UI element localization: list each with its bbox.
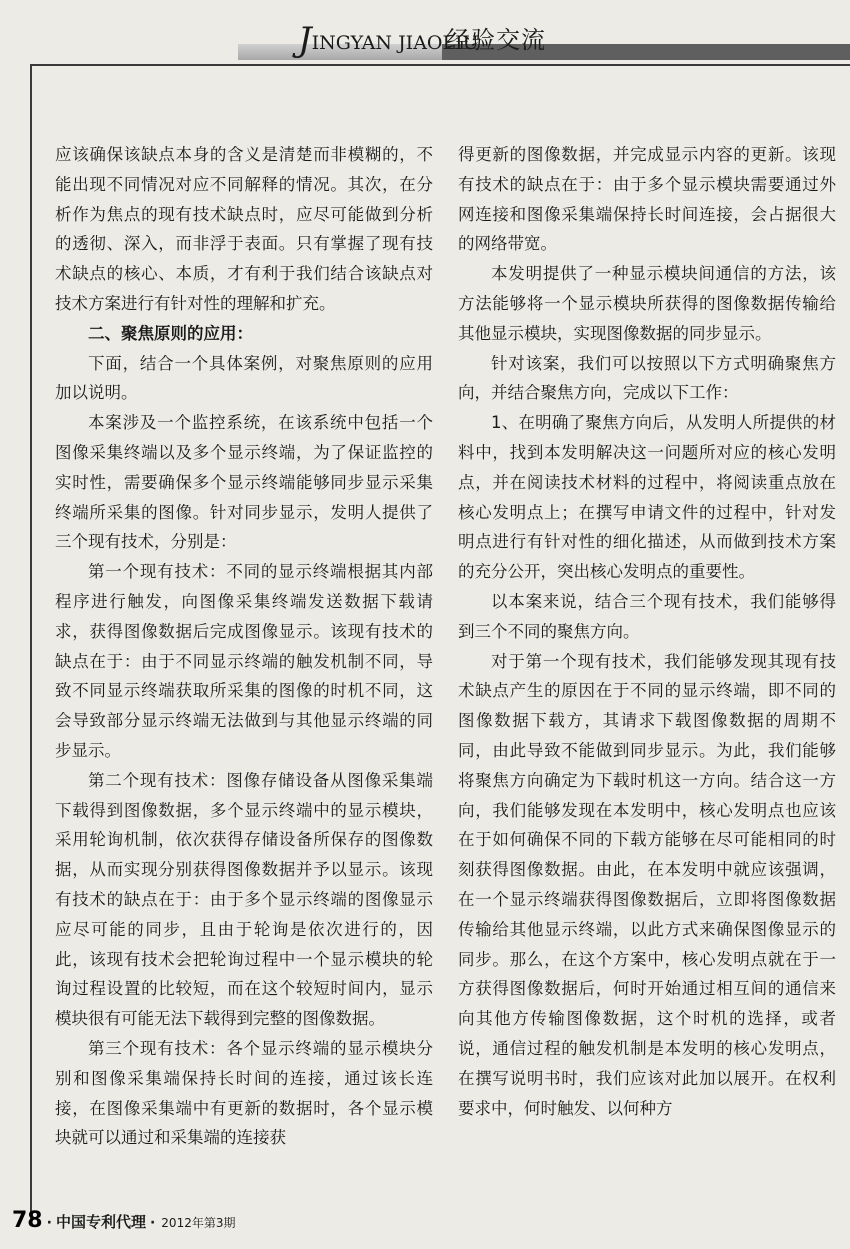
header-initial: J	[298, 20, 312, 60]
paragraph: 第二个现有技术：图像存储设备从图像采集端下载得到图像数据，多个显示终端中的显示模块，采用轮询机制，依次获得存储设备所保存的图像数据，从而实现分别获得图像数据并予以显示。该现有技术的缺点在于：由于多个显示终端的图像显示应尽可能的同步，且由于轮询是依次进行的，因此，该现有技术会把轮询过程中一个显示模块的轮询过程设置的比较短，而在这个较短时间内，显示模块很有可能无法下载得到完整的图像数据。	[55, 770, 433, 1029]
paragraph: 1、在明确了聚焦方向后，从发明人所提供的材料中，找到本发明解决这一问题所对应的核心发明点，并在阅读技术材料的过程中，将阅读重点放在核心发明点上；在撰写申请文件的过程中，针对发明点进行有针对性的细化描述，从而做到技术方案的充分公开，突出核心发明点的重要性。	[458, 413, 836, 582]
paragraph: 针对该案，我们可以按照以下方式明确聚焦方向，并结合聚焦方向，完成以下工作：	[458, 353, 836, 403]
left-column	[55, 140, 433, 1153]
page-footer	[12, 1206, 235, 1236]
header-pinyin-rest: INGYAN JIAOLIU	[311, 32, 479, 54]
section-heading: 二、聚焦原则的应用：	[88, 323, 253, 343]
paragraph: 以本案来说，结合三个现有技术，我们能够得到三个不同的聚焦方向。	[458, 591, 836, 641]
paragraph: 本发明提供了一种显示模块间通信的方法，该方法能够将一个显示模块所获得的图像数据传输给其他显示模块，实现图像数据的同步显示。	[458, 264, 836, 343]
paragraph: 对于第一个现有技术，我们能够发现其现有技术缺点产生的原因在于不同的显示终端，即不同的图像数据下载方，其请求下载图像数据的周期不同，由此导致不能做到同步显示。为此，我们能够将聚焦方向确定为下载时机这一方向。结合这一方向，我们能够发现在本发明中，核心发明点也应该在于如何确保不同的下载方能够在尽可能相同的时刻获得图像数据。由此，在本发明中就应该强调，在一个显示终端获得图像数据后，立即将图像数据传输给其他显示终端，以此方式来确保图像显示的同步。那么，在这个方案中，核心发明点就在于一方获得图像数据后，何时开始通过相互间的通信来向其他方传输图像数据，这个时机的选择，或者说，通信过程的触发机制是本发明的核心发明点，在撰写说明书时，我们应该对此加以展开。在权利要求中，何时触发、以何种方	[458, 651, 836, 1118]
footer-dot: ·	[46, 1215, 52, 1231]
paragraph: 得更新的图像数据，并完成显示内容的更新。该现有技术的缺点在于：由于多个显示模块需要通过外网连接和图像采集端保持长时间连接，会占据很大的网络带宽。	[458, 145, 836, 254]
paragraph: 第三个现有技术：各个显示终端的显示模块分别和图像采集端保持长时间的连接，通过该长连接，在图像采集端中有更新的数据时，各个显示模块就可以通过和采集端的连接获	[55, 1038, 433, 1148]
frame-left-rule	[30, 64, 32, 1224]
paragraph: 本案涉及一个监控系统，在该系统中包括一个图像采集终端以及多个显示终端，为了保证监控的实时性，需要确保多个显示终端能够同步显示采集终端所采集的图像。针对同步显示，发明人提供了三个现有技术，分别是：	[55, 413, 433, 552]
header-section-title: 经验交流	[446, 26, 546, 54]
paragraph: 第一个现有技术：不同的显示终端根据其内部程序进行触发，向图像采集终端发送数据下载请求，获得图像数据后完成图像显示。该现有技术的缺点在于：由于不同显示终端的触发机制不同，导致不同显示终端获取所采集的图像的时机不同，这会导致部分显示终端无法做到与其他显示终端的同步显示。	[55, 562, 433, 760]
paragraph: 下面，结合一个具体案例，对聚焦原则的应用加以说明。	[55, 353, 433, 403]
paragraph: 应该确保该缺点本身的含义是清楚而非模糊的，不能出现不同情况对应不同解释的情况。其次，在分析作为焦点的现有技术缺点时，应尽可能做到分析的透彻、深入，而非浮于表面。只有掌握了现有技术缺点的核心、本质，才有利于我们结合该缺点对技术方案进行有针对性的理解和扩充。	[55, 145, 433, 313]
page-number: 78	[12, 1208, 43, 1233]
journal-name: 中国专利代理	[55, 1213, 146, 1231]
issue-label: 2012年第3期	[161, 1216, 236, 1230]
footer-dot: ·	[149, 1215, 156, 1231]
frame-top-rule	[30, 64, 850, 66]
right-column	[458, 140, 836, 1123]
